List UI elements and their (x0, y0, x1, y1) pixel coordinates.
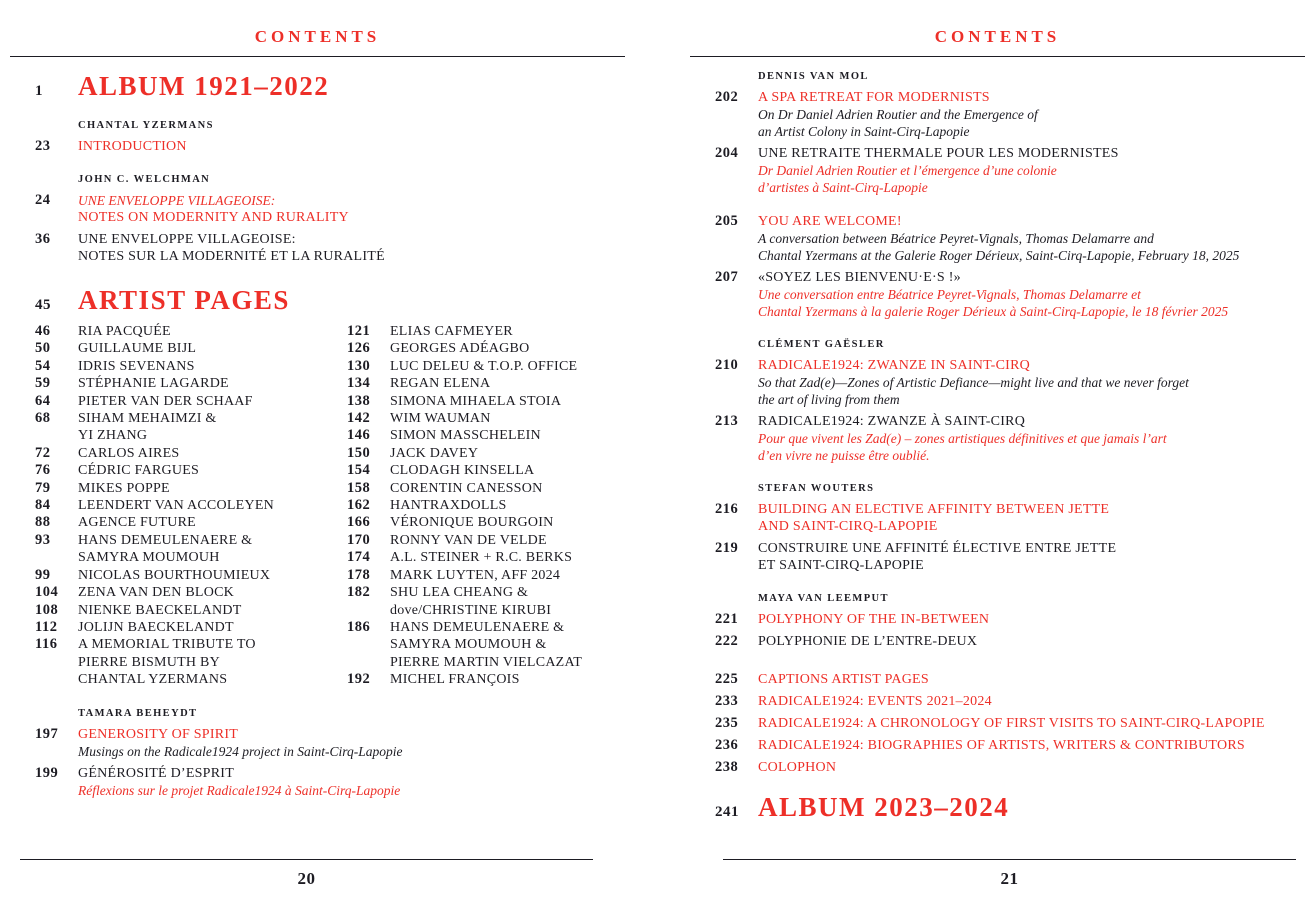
artist-entry (35, 636, 347, 688)
artist-entry (347, 462, 625, 479)
entry-page-number: 221 (715, 611, 739, 627)
artist-name-lines (78, 532, 347, 567)
entry-page-number: 233 (715, 693, 739, 709)
entry-page-number: 23 (35, 138, 51, 154)
entry-page-number: 59 (35, 375, 51, 392)
artist-name-line: PIETER VAN DER SCHAAF (78, 393, 253, 409)
artist-entry (347, 358, 625, 375)
page-footer (20, 859, 593, 889)
author-name: JOHN C. WELCHMAN (78, 174, 211, 185)
artist-name-lines (390, 567, 625, 584)
entry-lines (758, 269, 1305, 320)
entry-title-line: CONSTRUIRE UNE AFFINITÉ ÉLECTIVE ENTRE JETTE (758, 541, 1117, 556)
entry-page-number: 79 (35, 479, 51, 496)
folio-number: 21 (1000, 869, 1019, 888)
artist-entry (35, 497, 347, 514)
artist-entry (35, 323, 347, 340)
entry-subtitle-line: d’en vivre ne puisse être oublié. (758, 448, 930, 463)
artist-entry (347, 323, 625, 340)
artist-name-line: PIERRE BISMUTH BY (78, 654, 220, 670)
entry-subtitle-line: Chantal Yzermans à la galerie Roger Dérieux à Saint-Cirq-Lapopie, le 18 février 2025 (758, 304, 1229, 319)
entry-page-number: 126 (347, 340, 371, 357)
artist-name-lines (78, 602, 347, 619)
artist-name-lines (78, 375, 347, 392)
artist-name-line: JOLIJN BAECKELANDT (78, 619, 234, 635)
entry-title-line: RADICALE1924: A CHRONOLOGY OF FIRST VISITS TO SAINT-CIRQ-LAPOPIE (758, 716, 1265, 731)
entry-subtitle-line: the art of living from them (758, 392, 900, 407)
entry-page-number: 54 (35, 357, 51, 374)
entry-page-number: 197 (35, 725, 59, 742)
entry-subtitle-line: Pour que vivent les Zad(e) – zones artistiques définitives et que jamais l’art (758, 431, 1167, 446)
artist-name-lines (78, 497, 347, 514)
toc-entry (690, 671, 1305, 688)
artist-name-lines (390, 375, 625, 392)
entry-page-number: 138 (347, 392, 371, 409)
entry-page-number: 76 (35, 462, 51, 479)
toc-entry (690, 413, 1305, 464)
artist-entry (347, 584, 625, 619)
artist-name-line: SAMYRA MOUMOUH & (390, 637, 547, 653)
page-title: CONTENTS (254, 27, 381, 46)
toc-entry (690, 633, 1305, 650)
entry-title-line: UNE RETRAITE THERMALE POUR LES MODERNISTES (758, 146, 1119, 161)
artist-entry (35, 532, 347, 567)
entry-title-line: RADICALE1924: BIOGRAPHIES OF ARTISTS, WRITERS & CONTRIBUTORS (758, 738, 1245, 753)
artist-entry (347, 340, 625, 357)
entry-subtitle-line: Musings on the Radicale1924 project in Saint-Cirq-Lapopie (78, 743, 403, 759)
artist-name-lines (78, 323, 347, 340)
artist-name-lines (390, 549, 625, 566)
toc-entry (690, 269, 1305, 320)
entry-title-line: COLOPHON (758, 760, 837, 775)
author-name: CLÉMENT GAËSLER (758, 339, 885, 350)
entry-title-line: NOTES ON MODERNITY AND RURALITY (78, 210, 349, 225)
toc-blocks-left (10, 71, 625, 799)
artist-entry (347, 427, 625, 444)
entry-page-number: 222 (715, 633, 739, 649)
section-heading (690, 792, 1305, 822)
entry-page-number: 121 (347, 323, 371, 339)
artist-name-lines (78, 514, 347, 531)
author-name: MAYA VAN LEEMPUT (758, 593, 889, 604)
header-rule (10, 56, 625, 57)
artist-name-line: A.L. STEINER + R.C. BERKS (390, 550, 573, 566)
section-heading-title: ALBUM 2023–2024 (758, 792, 1010, 822)
header-rule (690, 56, 1305, 57)
entry-page-number: 84 (35, 497, 51, 514)
artist-name-line: AGENCE FUTURE (78, 515, 196, 531)
entry-lines (758, 213, 1305, 264)
artist-entry (347, 375, 625, 392)
artist-entry (347, 532, 625, 549)
artist-name-line: PIERRE MARTIN VIELCAZAT (390, 654, 583, 670)
artist-name-line: ZENA VAN DEN BLOCK (78, 585, 235, 601)
entry-title-line: CAPTIONS ARTIST PAGES (758, 672, 929, 687)
entry-page-number: 202 (715, 89, 739, 105)
entry-subtitle-line: Réflexions sur le projet Radicale1924 à Saint-Cirq-Lapopie (78, 782, 401, 798)
artist-name-line: YI ZHANG (78, 428, 148, 444)
artist-name-line: dove/CHRISTINE KIRUBI (390, 602, 552, 618)
artist-name-line: NICOLAS BOURTHOUMIEUX (78, 567, 271, 583)
artist-name-lines (390, 671, 625, 688)
toc-entry (690, 357, 1305, 408)
entry-page-number: 216 (715, 501, 739, 517)
entry-page-number: 104 (35, 584, 59, 601)
entry-title-line: RADICALE1924: ZWANZE IN SAINT-CIRQ (758, 358, 1031, 373)
artist-entry (347, 619, 625, 671)
toc-entry (690, 759, 1305, 776)
entry-page-number: 192 (347, 671, 371, 688)
entry-title-line: POLYPHONIE DE L’ENTRE-DEUX (758, 634, 978, 649)
artist-name-lines (78, 584, 347, 601)
artist-name-line: HANTRAXDOLLS (390, 498, 507, 514)
artist-name-line: SAMYRA MOUMOUH (78, 550, 220, 566)
entry-lines (78, 765, 625, 799)
artist-name-line: SIMONA MIHAELA STOIA (390, 393, 562, 409)
entry-subtitle-line: A conversation between Béatrice Peyret-Vignals, Thomas Delamarre and (758, 231, 1154, 246)
footer-rule (723, 859, 1296, 860)
artist-entry (347, 549, 625, 566)
section-heading-title: ARTIST PAGES (78, 285, 290, 315)
entry-page-number: 46 (35, 323, 51, 339)
entry-page-number: 170 (347, 531, 371, 548)
entry-title-line: AND SAINT-CIRQ-LAPOPIE (758, 519, 938, 534)
artist-entry (35, 393, 347, 410)
entry-page-number: 1 (35, 83, 43, 99)
artist-name-lines (390, 480, 625, 497)
entry-subtitle-line: Une conversation entre Béatrice Peyret-Vignals, Thomas Delamarre et (758, 287, 1141, 302)
entry-lines (758, 540, 1305, 574)
entry-page-number: 162 (347, 497, 371, 514)
artist-name-lines (78, 480, 347, 497)
artist-entry (35, 584, 347, 601)
entry-title-line: «SOYEZ LES BIENVENU·E·S !» (758, 270, 961, 285)
toc-entry (690, 715, 1305, 732)
entry-title-line: BUILDING AN ELECTIVE AFFINITY BETWEEN JETTE (758, 502, 1110, 517)
entry-lines (758, 693, 1305, 710)
entry-title-line: NOTES SUR LA MODERNITÉ ET LA RURALITÉ (78, 249, 385, 264)
artist-name-lines (390, 445, 625, 462)
artist-name-lines (390, 514, 625, 531)
entry-page-number: 199 (35, 764, 59, 781)
entry-lines (78, 231, 625, 265)
entry-page-number: 207 (715, 269, 739, 285)
artist-name-line: MIKES POPPE (78, 480, 170, 496)
artist-entry (35, 462, 347, 479)
entry-lines (758, 611, 1305, 628)
artist-name-lines (390, 532, 625, 549)
entry-subtitle-line: So that Zad(e)—Zones of Artistic Defiance—might live and that we never forget (758, 375, 1189, 390)
artist-name-line: RIA PACQUÉE (78, 324, 171, 339)
entry-subtitle-line: Dr Daniel Adrien Routier et l’émergence d’une colonie (758, 163, 1057, 178)
spacer (690, 655, 1305, 671)
artist-name-line: RONNY VAN DE VELDE (390, 532, 547, 548)
artist-name-line: MICHEL FRANÇOIS (390, 672, 520, 688)
artist-name-lines (390, 358, 625, 375)
toc-entry (690, 145, 1305, 196)
artist-name-line: JACK DAVEY (390, 445, 479, 461)
artist-entry (347, 393, 625, 410)
footer-rule (20, 859, 593, 860)
artist-name-line: NIENKE BAECKELANDT (78, 602, 242, 618)
artist-entry (35, 445, 347, 462)
entry-page-number: 204 (715, 145, 739, 161)
entry-page-number: 158 (347, 479, 371, 496)
artist-name-line: SIMON MASSCHELEIN (390, 428, 541, 444)
artist-name-lines (390, 584, 625, 619)
entry-page-number: 64 (35, 392, 51, 409)
entry-page-number: 88 (35, 514, 51, 531)
entry-lines (758, 737, 1305, 754)
entry-page-number: 241 (715, 804, 739, 820)
entry-page-number: 166 (347, 514, 371, 531)
entry-page-number: 174 (347, 549, 371, 566)
artist-name-line: CARLOS AIRES (78, 445, 180, 461)
entry-lines (78, 192, 625, 226)
artist-name-line: ELIAS CAFMEYER (390, 324, 513, 339)
artist-column-left (35, 323, 347, 689)
entry-page-number: 93 (35, 531, 51, 548)
entry-page-number: 238 (715, 759, 739, 775)
entry-page-number: 205 (715, 213, 739, 229)
artist-name-lines (78, 410, 347, 445)
toc-entry (10, 765, 625, 799)
entry-page-number: 146 (347, 427, 371, 444)
artist-name-lines (390, 619, 625, 671)
entry-subtitle-line: On Dr Daniel Adrien Routier and the Emergence of (758, 107, 1038, 122)
author-name: STEFAN WOUTERS (758, 483, 875, 494)
entry-page-number: 235 (715, 715, 739, 731)
entry-page-number: 45 (35, 297, 51, 313)
artist-name-lines (390, 462, 625, 479)
toc-entry (690, 540, 1305, 574)
entry-lines (758, 89, 1305, 140)
artist-name-line: HANS DEMEULENAERE & (78, 532, 253, 548)
artist-name-lines (390, 393, 625, 410)
entry-subtitle-line: Chantal Yzermans at the Galerie Roger Dérieux, Saint-Cirq-Lapopie, February 18, 2025 (758, 248, 1240, 263)
toc-entry (690, 89, 1305, 140)
toc-entry (10, 726, 625, 760)
entry-subtitle-line: UNE ENVELOPPE VILLAGEOISE: (78, 193, 276, 208)
artist-pages-columns (10, 323, 625, 689)
artist-name-line: CÉDRIC FARGUES (78, 463, 200, 479)
page-footer (723, 859, 1296, 889)
artist-name-lines (390, 410, 625, 427)
artist-name-line: LEENDERT VAN ACCOLEYEN (78, 498, 274, 514)
artist-name-lines (390, 323, 625, 340)
artist-name-line: CORENTIN CANESSON (390, 480, 543, 496)
artist-entry (347, 410, 625, 427)
entry-page-number: 130 (347, 357, 371, 374)
artist-name-line: LUC DELEU & T.O.P. OFFICE (390, 358, 578, 374)
entry-page-number: 210 (715, 357, 739, 373)
section-heading (10, 285, 625, 315)
entry-page-number: 150 (347, 444, 371, 461)
artist-name-line: A MEMORIAL TRIBUTE TO (78, 637, 256, 653)
artist-entry (35, 480, 347, 497)
entry-page-number: 186 (347, 618, 371, 635)
entry-page-number: 108 (35, 601, 59, 618)
artist-name-line: MARK LUYTEN, AFF 2024 (390, 567, 561, 583)
artist-name-line: SIHAM MEHAIMZI & (78, 411, 217, 427)
entry-page-number: 68 (35, 410, 51, 427)
artist-name-line: CHANTAL YZERMANS (78, 672, 228, 688)
artist-name-line: WIM WAUMAN (390, 411, 491, 427)
entry-page-number: 99 (35, 566, 51, 583)
artist-name-lines (78, 445, 347, 462)
artist-name-line: IDRIS SEVENANS (78, 358, 195, 374)
entry-title-line: GENEROSITY OF SPIRIT (78, 726, 239, 742)
artist-entry (35, 602, 347, 619)
artist-entry (347, 480, 625, 497)
entry-subtitle-line: an Artist Colony in Saint-Cirq-Lapopie (758, 124, 970, 139)
entry-page-number: 24 (35, 192, 51, 208)
artist-name-lines (78, 567, 347, 584)
artist-entry (347, 514, 625, 531)
entry-page-number: 178 (347, 566, 371, 583)
artist-name-line: VÉRONIQUE BOURGOIN (390, 515, 554, 531)
entry-page-number: 72 (35, 444, 51, 461)
entry-lines (758, 671, 1305, 688)
entry-page-number: 112 (35, 618, 58, 635)
artist-name-lines (390, 427, 625, 444)
page-right-inner (690, 0, 1305, 903)
artist-name-lines (78, 619, 347, 636)
toc-entry (690, 501, 1305, 535)
page-left-inner (10, 0, 625, 903)
artist-name-lines (78, 358, 347, 375)
entry-title-line: POLYPHONY OF THE IN-BETWEEN (758, 612, 990, 627)
entry-lines (78, 138, 625, 155)
entry-title-line: RADICALE1924: EVENTS 2021–2024 (758, 694, 992, 709)
artist-name-lines (78, 340, 347, 357)
entry-page-number: 154 (347, 462, 371, 479)
entry-lines (78, 726, 625, 760)
entry-title-line: UNE ENVELOPPE VILLAGEOISE: (78, 232, 296, 247)
artist-name-line: CLODAGH KINSELLA (390, 463, 535, 479)
entry-page-number: 213 (715, 413, 739, 429)
section-heading-title: ALBUM 1921–2022 (78, 71, 330, 101)
author-name: DENNIS VAN MOL (758, 71, 869, 82)
artist-entry (347, 671, 625, 688)
entry-page-number: 134 (347, 375, 371, 392)
artist-entry (35, 410, 347, 445)
entry-title-line: A SPA RETREAT FOR MODERNISTS (758, 90, 990, 105)
artist-entry (347, 445, 625, 462)
artist-name-line: STÉPHANIE LAGARDE (78, 376, 229, 392)
artist-entry (347, 497, 625, 514)
artist-entry (35, 375, 347, 392)
author-name: TAMARA BEHEYDT (78, 707, 198, 719)
artist-name-line: GEORGES ADÉAGBO (390, 341, 530, 357)
artist-entry (347, 567, 625, 584)
entry-lines (758, 759, 1305, 776)
entry-lines (758, 145, 1305, 196)
folio-number: 20 (297, 869, 316, 888)
section-heading (10, 71, 625, 101)
entry-page-number: 219 (715, 540, 739, 556)
spacer (690, 201, 1305, 213)
entry-lines (758, 501, 1305, 535)
toc-entry (10, 192, 625, 226)
entry-lines (758, 633, 1305, 650)
entry-page-number: 50 (35, 340, 51, 357)
toc-entry (690, 737, 1305, 754)
artist-name-lines (78, 393, 347, 410)
entry-title-line: INTRODUCTION (78, 139, 187, 154)
entry-lines (758, 413, 1305, 464)
entry-title-line: YOU ARE WELCOME! (758, 214, 902, 229)
artist-entry (35, 514, 347, 531)
entry-lines (758, 357, 1305, 408)
artist-entry (35, 619, 347, 636)
entry-page-number: 182 (347, 584, 371, 601)
entry-page-number: 225 (715, 671, 739, 687)
entry-title-line: RADICALE1924: ZWANZE À SAINT-CIRQ (758, 414, 1026, 429)
page-title: CONTENTS (934, 27, 1061, 46)
page-right (657, 0, 1314, 903)
artist-entry (35, 340, 347, 357)
toc-entry (690, 693, 1305, 710)
artist-entry (35, 358, 347, 375)
entry-page-number: 236 (715, 737, 739, 753)
artist-name-lines (390, 340, 625, 357)
entry-page-number: 36 (35, 231, 51, 247)
artist-name-lines (78, 636, 347, 688)
toc-entry (10, 138, 625, 155)
toc-blocks-right (690, 70, 1305, 822)
artist-name-lines (78, 462, 347, 479)
entry-title-line: ET SAINT-CIRQ-LAPOPIE (758, 558, 924, 573)
toc-entry (690, 611, 1305, 628)
artist-name-line: REGAN ELENA (390, 376, 491, 392)
entry-lines (758, 715, 1305, 732)
artist-entry (35, 567, 347, 584)
author-name: CHANTAL YZERMANS (78, 120, 214, 131)
entry-subtitle-line: d’artistes à Saint-Cirq-Lapopie (758, 180, 928, 195)
artist-name-lines (390, 497, 625, 514)
toc-entry (10, 231, 625, 265)
entry-page-number: 142 (347, 410, 371, 427)
artist-column-right (347, 323, 625, 689)
artist-name-line: GUILLAUME BIJL (78, 341, 197, 357)
artist-name-line: HANS DEMEULENAERE & (390, 619, 565, 635)
entry-page-number: 116 (35, 636, 58, 653)
entry-title-line: GÉNÉROSITÉ D’ESPRIT (78, 765, 235, 781)
artist-name-line: SHU LEA CHEANG & (390, 585, 529, 601)
toc-entry (690, 213, 1305, 264)
